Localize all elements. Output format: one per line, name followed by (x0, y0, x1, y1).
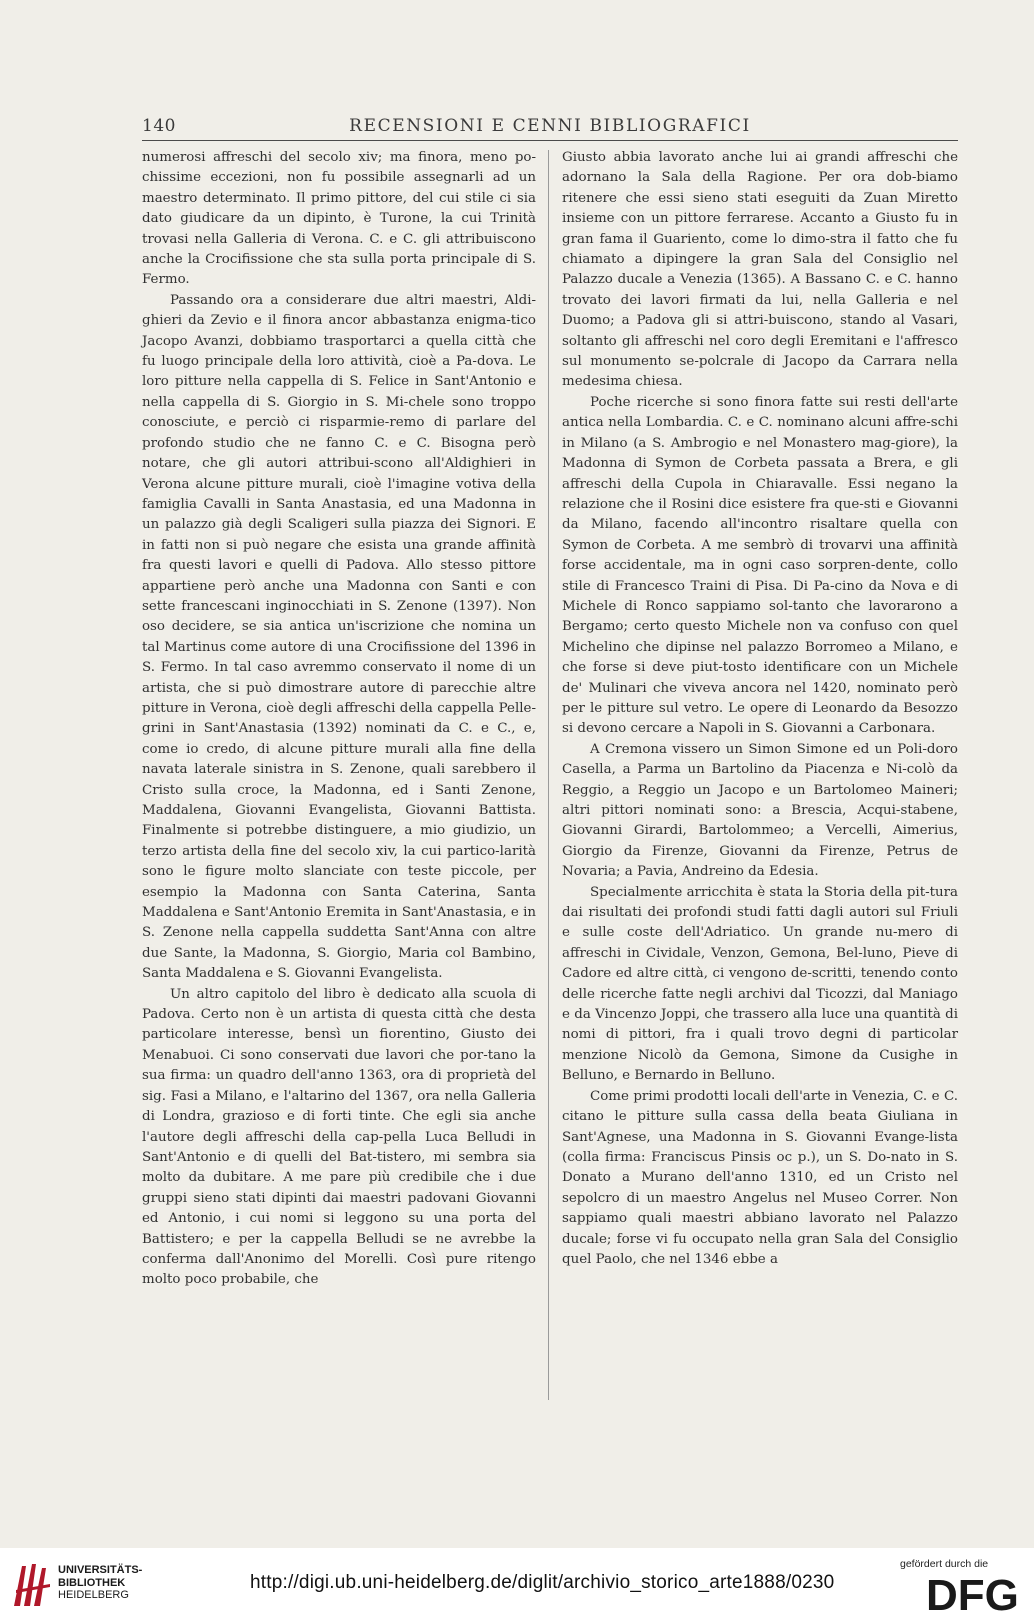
paragraph: numerosi affreschi del secolo xiv; ma finora, meno po-chissime eccezioni, non fu possibile assegnarli ad un maestro determinato. Il primo pittore, del cui stile ci sia dato giudicare da un dipinto, è Turone, la cui Trinità trovasi nella Galleria di Verona. C. e C. gli attribuiscono anche la Crocifissione che sta sulla porta principale di S. Fermo. (142, 150, 536, 288)
paragraph: Specialmente arricchita è stata la Storia della pit-tura dai risultati dei profondi studi fatti dagli autori sul Friuli e sulle coste dell'Adriatico. Un grande nu-mero di affreschi in Cividale, Venzon, Gemona, Bel-luno, Pieve di Cadore ed altre città, ci vengono de-scritti, tenendo conto delle ricerche fatte negli archivi dal Ticozzi, dal Maniago e da Vincenzo Joppi, che trassero alla luce una quantità di nomi di pittori, fra i quali trovo degni di particolar menzione Nicolò da Gemona, Simone da Cusighe in Belluno, e Bernardo in Belluno. (562, 884, 958, 1084)
library-name-line: BIBLIOTHEK (58, 1576, 126, 1589)
library-name-line: HEIDELBERG (58, 1589, 129, 1601)
page-number: 140 (142, 116, 176, 136)
column-divider (548, 150, 549, 1400)
dfg-logo-text: DFG (926, 1572, 1019, 1614)
paragraph: Come primi prodotti locali dell'arte in Venezia, C. e C. citano le pitture sulla cassa della beata Giuliana in Sant'Agnese, una Madonna in S. Giovanni Evange-lista (colla firma: Franciscus Pinsis oc p.), un S. Do-nato in S. Donato a Murano dell'anno 1310, ed un Cristo nel sepolcro di un maestro Angelus nel Museo Correr. Non sappiamo quali maestri abbiano lavorato nel Palazzo ducale; forse vi fu occupato nella gran Sala del Consiglio quel Paolo, che nel 1346 ebbe a (562, 1088, 958, 1267)
paragraph: A Cremona vissero un Simon Simone ed un Poli-doro Casella, a Parma un Bartolino da Piacenza e Ni-colò da Reggio, a Reggio un Jacopo e un Bartolomeo Maineri; altri pittori nominati sono: a Brescia, Acqui-stabene, Giovanni Girardi, Bartolommeo; a Vercelli, Aimerius, Giorgio da Firenze, Giovanni da Firenze, Petrus de Novaria; a Pavia, Andreino da Edesia. (562, 741, 958, 880)
page-header (142, 114, 958, 140)
permalink-url[interactable]: http://digi.ub.uni-heidelberg.de/diglit/archivio_storico_arte1888/0230 (250, 1572, 835, 1593)
university-library-logo-icon (10, 1560, 54, 1610)
paragraph: Poche ricerche si sono finora fatte sui resti dell'arte antica nella Lombardia. C. e C. nominano alcuni affre-schi in Milano (a S. Ambrogio e nel Monastero mag-giore), la Madonna di Symon de Corbeta passata a Brera, e gli affreschi della Cupola in Chiaravalle. Essi negano la relazione che il Rosini dice esistere fra que-sti e Giovanni da Milano, facendo all'incontro risaltare quella con Symon de Corbeta. A me sembrò di trovarvi una affinità forse accidentale, ma in ogni caso sorpren-dente, collo stile di Francesco Traini di Pisa. Di Pa-cino da Nova e di Michele di Ronco sappiamo sol-tanto che lavorarono a Bergamo; certo questo Michele non va confuso con quel Michelino che dipinse nel palazzo Borromeo a Milano, e che forse si deve piut-tosto identificare con un Michele de' Mulinari che viveva ancora nel 1420, nominato però per le pitture sul vetro. Le opere di Leonardo da Besozzo si devono cercare a Napoli in S. Giovanni a Carbonara. (562, 394, 958, 737)
funded-by-label: gefördert durch die (900, 1558, 989, 1570)
right-column (562, 148, 958, 1270)
running-title: RECENSIONI E CENNI BIBLIOGRAFICI (349, 116, 751, 136)
university-library-name (58, 1564, 142, 1602)
paragraph: Passando ora a considerare due altri maestri, Aldi-ghieri da Zevio e il finora ancor abbastanza enigma-tico Jacopo Avanzi, dobbiamo trasportarci a quella città che fu luogo principale della loro attività, cioè a Pa-dova. Le loro pitture nella cappella di S. Felice in Sant'Antonio e nella cappella di S. Giorgio in S. Mi-chele sono troppo conosciute, e perciò ci risparmie-remo di parlare del profondo studio che ne fanno C. e C. Bisogna però notare, che gli autori attribui-scono all'Aldighieri in Verona alcune pitture murali, cioè l'imagine votiva della famiglia Cavalli in Santa Anastasia, ed una Madonna in un palazzo già degli Scaligeri sulla piazza dei Signori. E in fatti non si può negare che esista una grande affinità fra questi lavori e quelli di Padova. Allo stesso pittore appartiene però anche una Madonna con Santi e con sette francescani inginocchiati in S. Zenone (1397). Non oso decidere, se sia antica un'iscrizione che nomina un tal Martinus come autore di una Crocifissione del 1396 in S. Fermo. In tal caso avremmo conservato il nome di un artista, che si può dimostrare autore di parecchie altre pitture in Verona, cioè degli affreschi della cappella Pelle-grini in Sant'Anastasia (1392) nominati da C. e C., e, come io credo, di alcune pitture murali alla fine della navata laterale sinistra in S. Zenone, quali sarebbero il Cristo sulla croce, la Madonna, ed i Santi Zenone, Maddalena, Giovanni Evangelista, Giovanni Battista. Finalmente si potrebbe distinguere, a mio giudizio, un terzo artista della fine del secolo xiv, la cui partico-larità sono le figure molto slanciate con teste piccole, per esempio la Madonna con Santa Caterina, Santa Maddalena e Sant'Antonio Eremita in Sant'Anastasia, e in S. Zenone nella cappella suddetta Sant'Anna con altre due Sante, la Madonna, S. Giorgio, Maria col Bambino, Santa Maddalena e S. Giovanni Evangelista. (142, 292, 536, 982)
header-rule (142, 140, 958, 141)
library-name-line: UNIVERSITÄTS- (58, 1564, 143, 1576)
left-column (142, 148, 536, 1291)
paragraph: Un altro capitolo del libro è dedicato alla scuola di Padova. Certo non è un artista di questa città che desta particolare interesse, bensì un fiorentino, Giusto dei Menabuoi. Ci sono conservati due lavori che por-tano la sua firma: un quadro dell'anno 1363, ora di proprietà del sig. Fasi a Milano, e l'altarino del 1367, ora nella Galleria di Londra, grazioso e di forti tinte. Che egli sia anche l'autore degli affreschi della cap-pella Luca Belludi in Sant'Antonio e di quelli del Bat-tistero, mi sembra sia molto da dubitare. A me pare più credibile che i due gruppi sieno stati dipinti dai maestri padovani Giovanni ed Antonio, i cui nomi si leggono su una porta del Battistero; e per la cappella Belludi se ne avrebbe la conferma dall'Anonimo del Morelli. Così pure ritengo molto poco probabile, che (142, 986, 536, 1288)
digitization-footer (0, 1548, 1034, 1624)
paragraph: Giusto abbia lavorato anche lui ai grandi affreschi che adornano la Sala della Ragione. Per ora dob-biamo ritenere che essi sieno stati eseguiti da Zuan Miretto insieme con un pittore ferrarese. Accanto a Giusto fu in gran fama il Guariento, come lo dimo-stra il fatto che fu chiamato a dipingere la gran Sala del Consiglio nel Palazzo ducale a Venezia (1365). A Bassano C. e C. hanno trovato dei lavori firmati da lui, nella Galleria e nel Duomo; a Padova gli si attri-buiscono, stando al Vasari, soltanto gli affreschi nel coro degli Eremitani e l'affresco sul monumento se-polcrale di Jacopo da Carrara nella medesima chiesa. (562, 150, 958, 390)
dfg-logo-icon (926, 1572, 1022, 1614)
